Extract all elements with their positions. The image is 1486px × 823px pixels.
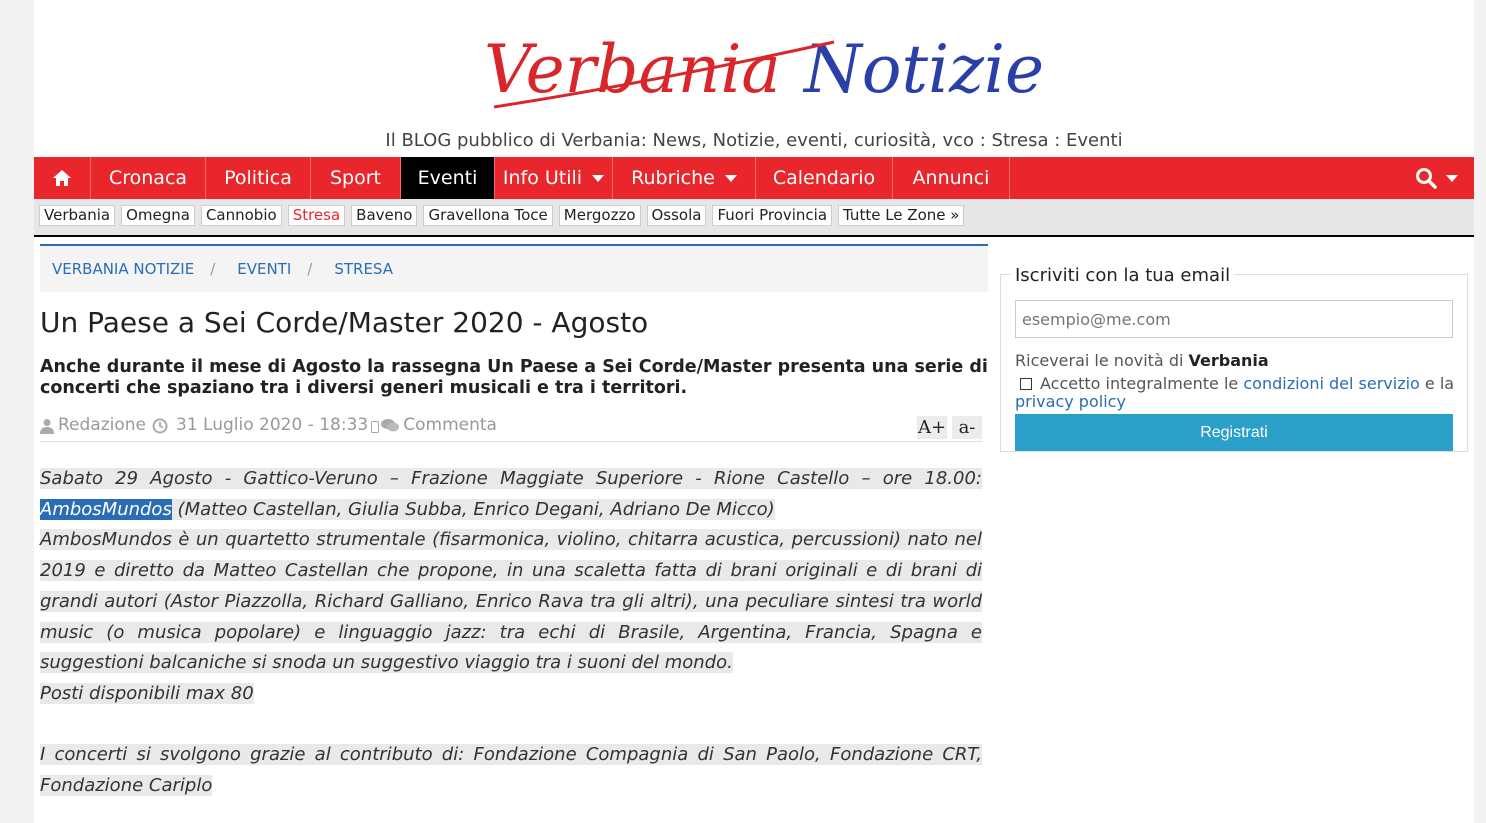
newsletter-email-input[interactable] xyxy=(1015,300,1453,338)
zone-verbania[interactable]: Verbania xyxy=(39,205,115,226)
zone-gravellona-toce[interactable]: Gravellona Toce xyxy=(423,205,552,226)
zone-baveno[interactable]: Baveno xyxy=(351,205,417,226)
nav-label: Cronaca xyxy=(108,167,188,189)
article-text: (Matteo Castellan, Giulia Subba, Enrico Degani, Adriano De Micco) xyxy=(171,498,775,520)
zone-fuori-provincia[interactable]: Fuori Provincia xyxy=(712,205,832,226)
zone-omegna[interactable]: Omegna xyxy=(121,205,195,226)
article-paragraph xyxy=(40,525,982,679)
logo-text-verbania: Verbania xyxy=(484,31,781,108)
terms-link[interactable]: condizioni del servizio xyxy=(1243,374,1420,393)
nav-search-toggle[interactable] xyxy=(1415,157,1458,199)
privacy-link[interactable]: privacy policy xyxy=(1015,392,1126,411)
article-text: Sabato 29 Agosto - Gattico-Veruno – Frazione Maggiate Superiore - Rione Castello – ore 18.00: xyxy=(40,468,982,489)
breadcrumb-eventi[interactable]: EVENTI xyxy=(237,260,292,278)
spacer xyxy=(40,710,982,741)
nav-home[interactable] xyxy=(34,157,91,199)
site-logo[interactable] xyxy=(454,12,1094,127)
newsletter-box xyxy=(1000,265,1468,452)
breadcrumb-home[interactable]: VERBANIA NOTIZIE xyxy=(52,260,195,278)
article-text: I concerti si svolgono grazie al contributo di: Fondazione Compagnia di San Paolo, Fondazione CRT, Fondazione Cariplo xyxy=(40,744,982,797)
nav-label: Politica xyxy=(224,167,292,189)
caret-down-icon xyxy=(592,175,604,182)
selected-text: AmbosMundos xyxy=(40,498,172,520)
register-button[interactable]: Registrati xyxy=(1015,414,1453,451)
article-text: Posti disponibili max 80 xyxy=(40,682,254,704)
article-author[interactable]: Redazione xyxy=(58,415,146,435)
nav-item-cronaca[interactable] xyxy=(91,157,206,199)
nav-label: Sport xyxy=(329,167,381,189)
search-icon xyxy=(1415,167,1437,189)
nav-item-politica[interactable] xyxy=(206,157,311,199)
nav-item-calendario[interactable] xyxy=(756,157,893,199)
article-text: AmbosMundos è un quartetto strumentale (fisarmonica, violino, chitarra acustica, percussioni) nato nel 2019 e diretto da Matteo Castellan che propone, in una scaletta fatta di brani originali e di brani di grandi autori (Astor Piazzolla, Richard Galliano, Enrico Rava tra gli altri), una peculiare sintesi tra world music (o musica popolare) e linguaggio jazz: tra echi di Brasile, Argentina, Francia, Spagna e suggestioni balcaniche si snoda un suggestivo viaggio tra i suoni del mondo. xyxy=(40,529,982,674)
newsletter-info-name: Verbania xyxy=(1188,351,1269,370)
newsletter-privacy xyxy=(1015,392,1126,411)
article-comments-link[interactable]: Commenta xyxy=(403,415,497,435)
clock-icon xyxy=(152,418,168,434)
nav-item-rubriche[interactable] xyxy=(613,157,756,199)
article-title: Un Paese a Sei Corde/Master 2020 - Agosto xyxy=(40,306,649,339)
nav-item-sport[interactable] xyxy=(311,157,401,199)
breadcrumb-separator: / xyxy=(307,260,313,278)
accept-text: e la xyxy=(1419,374,1455,393)
accept-text: Accetto integralmente le xyxy=(1040,374,1244,393)
page xyxy=(34,0,1474,823)
newsletter-accept xyxy=(1015,374,1454,393)
breadcrumb-separator: / xyxy=(210,260,216,278)
nav-item-eventi[interactable] xyxy=(401,157,495,199)
article-meta xyxy=(40,415,982,442)
phone-icon xyxy=(371,421,379,433)
comments-icon xyxy=(381,418,399,433)
zone-tutte-le-zone[interactable]: Tutte Le Zone » xyxy=(838,205,964,226)
article-subtitle: Anche durante il mese di Agosto la rassegna Un Paese a Sei Corde/Master presenta una serie di concerti che spaziano tra i diversi generi musicali e tra i territori. xyxy=(40,357,988,398)
nav-label: Info Utili xyxy=(502,167,583,189)
font-decrease-button[interactable]: a- xyxy=(952,416,982,439)
zone-stresa[interactable]: Stresa xyxy=(288,205,345,226)
nav-label: Annunci xyxy=(912,167,990,189)
accept-terms-checkbox[interactable] xyxy=(1020,378,1032,390)
user-icon xyxy=(40,418,54,434)
caret-down-icon xyxy=(725,175,737,182)
home-icon xyxy=(52,169,72,187)
zone-ossola[interactable]: Ossola xyxy=(647,205,707,226)
article-paragraph xyxy=(40,679,982,710)
breadcrumb-stresa[interactable]: STRESA xyxy=(334,260,393,278)
newsletter-legend: Iscriviti con la tua email xyxy=(1011,265,1234,286)
article-paragraph xyxy=(40,464,982,525)
zone-bar xyxy=(34,199,1474,237)
article-body xyxy=(40,464,982,802)
font-increase-button[interactable]: A+ xyxy=(917,417,947,438)
font-size-controls xyxy=(912,416,982,439)
article-date: 31 Luglio 2020 - 18:33 xyxy=(176,415,369,435)
breadcrumb xyxy=(40,244,988,292)
nav-item-info-utili[interactable] xyxy=(495,157,613,199)
zone-cannobio[interactable]: Cannobio xyxy=(201,205,282,226)
site-tagline: Il BLOG pubblico di Verbania: News, Notizie, eventi, curiosità, vco : Stresa : Eventi xyxy=(385,130,1123,151)
article-paragraph xyxy=(40,740,982,801)
newsletter-info xyxy=(1015,351,1269,370)
nav-label: Calendario xyxy=(772,167,876,189)
nav-label: Eventi xyxy=(417,167,478,189)
caret-down-icon xyxy=(1446,175,1458,182)
zone-mergozzo[interactable]: Mergozzo xyxy=(559,205,641,226)
logo-text-notizie: Notizie xyxy=(804,31,1045,108)
newsletter-info-text: Riceverai le novità di xyxy=(1015,351,1189,370)
nav-label: Rubriche xyxy=(631,167,715,189)
nav-item-annunci[interactable] xyxy=(893,157,1010,199)
main-nav xyxy=(34,157,1474,199)
